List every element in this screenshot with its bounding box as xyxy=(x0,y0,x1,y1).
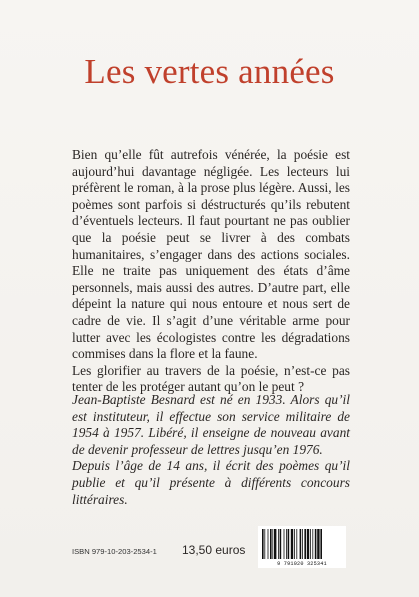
bio-paragraph: Depuis l’âge de 14 ans, il écrit des poèmes qu’il publie et qu’il présente à différents concours littéraires. xyxy=(72,458,350,507)
book-title: Les vertes années xyxy=(84,52,335,91)
blurb-paragraph: Les glorifier au travers de la poésie, n’est-ce pas tenter de les protéger autant qu’on le peut ? xyxy=(72,362,350,395)
price: 13,50 euros xyxy=(182,543,246,557)
author-bio xyxy=(72,392,350,508)
bio-paragraph: Jean-Baptiste Besnard est né en 1933. Alors qu’il est instituteur, il effectue son service militaire de 1954 à 1957. Libéré, il enseigne de nouveau avant de devenir professeur de lettres jusqu’en 1976. xyxy=(72,392,350,457)
barcode-icon xyxy=(258,526,346,568)
blurb xyxy=(72,147,350,396)
blurb-paragraph: Bien qu’elle fût autrefois vénérée, la poésie est aujourd’hui davantage négligée. Les lecteurs lui préfèrent le roman, à la prose plus légère. Aussi, les poèmes sont parfois si déstructurés qu’ils rebutent d’éventuels lecteurs. Il faut pourtant ne pas oublier que la poésie peut se livrer à des combats humanitaires, s’engager dans des actions sociales. Elle ne traite pas uniquement des états d’âme personnels, mais aussi des autres. D’autre part, elle dépeint la nature qui nous entoure et nous sert de cadre de vie. Il s’agit d’une véritable arme pour lutter avec les écologistes contre les dégradations commises dans la flore et la faune. xyxy=(72,147,350,362)
barcode-digits: 9 791020 325341 xyxy=(277,561,327,567)
barcode-bars xyxy=(258,526,346,560)
isbn: ISBN 979-10-203-2534-1 xyxy=(72,547,157,556)
